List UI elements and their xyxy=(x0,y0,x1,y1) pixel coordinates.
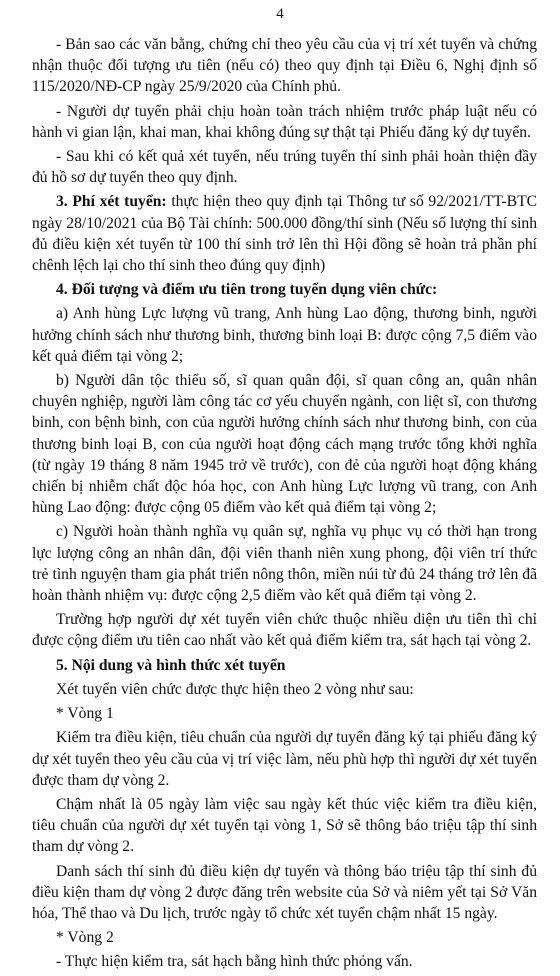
paragraph-two-rounds: Xét tuyển viên chức được thực hiện theo 2 vòng như sau: xyxy=(56,680,414,698)
document-body xyxy=(32,34,537,976)
paragraph-complete-dossier: - Sau khi có kết quả xét tuyển, nếu trúng tuyển thí sinh phải hoàn thiện đầy đủ hồ sơ dự tuyển theo quy định. xyxy=(32,148,537,187)
paragraph-candidate-list: Danh sách thí sinh đủ điều kiện dự tuyển và thông báo triệu tập thí sinh đủ điều kiện tham dự vòng 2 được đăng trên website của Sở và niêm yết tại Sở Văn hóa, Thể thao và Du lịch, trước ngày tổ chức xét tuyển chậm nhất 15 ngày. xyxy=(32,862,537,922)
section-heading-content: 5. Nội dung và hình thức xét tuyển xyxy=(56,656,286,674)
paragraph-multiple-priority: Trường hợp người dự xét tuyển viên chức thuộc nhiều diện ưu tiên thì chỉ được cộng điểm ưu tiên cao nhất vào kết quả điểm kiểm tra, sát hạch tại vòng 2. xyxy=(32,611,537,650)
paragraph-round-2-interview: - Thực hiện kiểm tra, sát hạch bằng hình thức phỏng vấn. xyxy=(56,953,413,971)
round-1-label: * Vòng 1 xyxy=(56,705,114,723)
page-number: 4 xyxy=(276,6,284,22)
paragraph-diploma-copies: - Bản sao các văn bằng, chứng chỉ theo yêu cầu của vị trí xét tuyển và chứng nhận thuộc đối tượng ưu tiên (nếu có) theo quy định tại Điều 6, Nghị định số 115/2020/NĐ-CP ngày 25/9/2020 của Chính phủ. xyxy=(32,36,537,96)
fee-heading: 3. Phí xét tuyển: xyxy=(56,193,167,211)
paragraph-fee xyxy=(32,191,537,276)
paragraph-round-1-check: Kiểm tra điều kiện, tiêu chuẩn của người dự tuyển đăng ký tại phiếu đăng ký dự xét tuyển theo yêu cầu của vị trí việc làm, nếu phù hợp thì người dự xét tuyển được tham dự vòng 2. xyxy=(32,729,537,789)
fee-text: thực hiện theo quy định tại Thông tư số 92/2021/TT-BTC ngày 28/10/2021 của Bộ Tài chính: 500.000 đồng/thí sinh (Nếu số lượng thí sinh đủ điều kiện xét tuyển từ 100 thí sinh trở lên thì Hội đồng sẽ hoàn trả phần phí chênh lệch lại cho thí sinh theo đúng quy định) xyxy=(32,193,538,275)
section-heading-priority: 4. Đối tượng và điểm ưu tiên trong tuyển dụng viên chức: xyxy=(56,281,438,299)
paragraph-priority-a: a) Anh hùng Lực lượng vũ trang, Anh hùng Lao động, thương binh, người hưởng chính sách như thương binh, thương binh loại B: được cộng 7,5 điểm vào kết quả điểm tại vòng 2; xyxy=(32,305,537,365)
round-2-label: * Vòng 2 xyxy=(56,929,114,947)
paragraph-priority-c: c) Người hoàn thành nghĩa vụ quân sự, nghĩa vụ phục vụ có thời hạn trong lực lượng công an nhân dân, đội viên thanh niên xung phong, đội viên trí thức trẻ tình nguyện tham gia phát triển nông thôn, miền núi từ đủ 24 tháng trở lên đã hoàn thành nhiệm vụ: được cộng 2,5 điểm vào kết quả điểm tại vòng 2. xyxy=(32,523,537,605)
paragraph-round-1-notice: Chậm nhất là 05 ngày làm việc sau ngày kết thúc việc kiểm tra điều kiện, tiêu chuẩn của người dự xét tuyển tại vòng 1, Sở sẽ thông báo triệu tập thí sinh tham dự vòng 2. xyxy=(32,795,537,856)
paragraph-priority-b: b) Người dân tộc thiểu số, sĩ quan quân đội, sĩ quan công an, quân nhân chuyên nghiệp, người làm công tác cơ yếu chuyển ngành, con liệt sĩ, con thương binh, con bệnh binh, con của người hưởng chính sách như thương binh, con của thương binh loại B, con của người hoạt động cách mạng trước tổng khởi nghĩa (từ ngày 19 tháng 8 năm 1945 trở về trước), con đẻ của người hoạt động kháng chiến bị nhiễm chất độc hóa học, con Anh hùng Lực lượng vũ trang, con Anh hùng Lao động: được cộng 05 điểm vào kết quả điểm tại vòng 2; xyxy=(32,372,537,517)
paragraph-responsibility: - Người dự tuyển phải chịu hoàn toàn trách nhiệm trước pháp luật nếu có hành vi gian lận, khai man, khai không đúng sự thật tại Phiếu đăng ký dự tuyển. xyxy=(32,102,537,141)
